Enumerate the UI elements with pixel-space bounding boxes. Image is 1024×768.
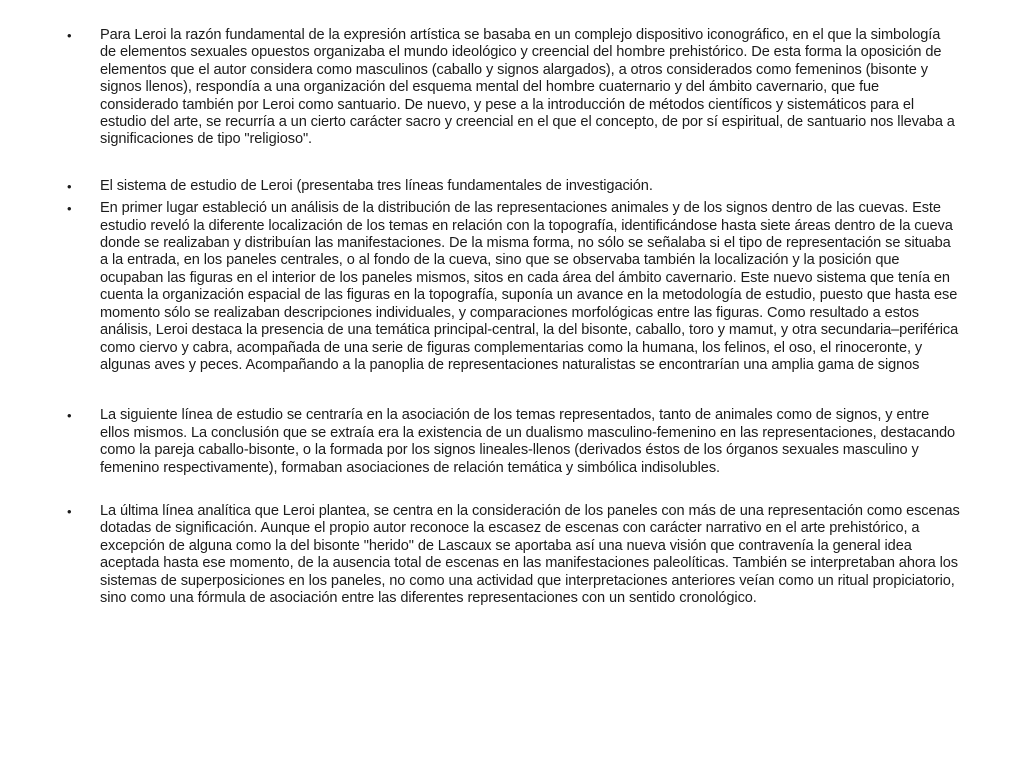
bullet-icon: • — [67, 178, 72, 194]
bullet-item-3 — [65, 200, 960, 374]
bullet-icon: • — [67, 201, 72, 217]
bullet-item-2 — [65, 178, 960, 195]
bullet-text: Para Leroi la razón fundamental de la expresión artística se basaba en un complejo dispositivo iconográfico, en el que la simbología de elementos sexuales opuestos organizaba el mundo ideológico y creencial del hombre prehistórico. De esta forma la oposición de elementos que el autor considera como masculinos (caballo y signos alargados), a otros considerados como femeninos (bisonte y signos llenos), respondía a una organización del esquema mental del hombre cuaternario y del ámbito cavernario, que fue considerado también por Leroi como santuario. De nuevo, y pese a la introducción de métodos científicos y sistemáticos para el estudio del arte, se recurría a un cierto carácter sacro y creencial en el que el concepto, de por sí espiritual, de santuario nos llevaba a significaciones de tipo "religioso". — [100, 27, 955, 148]
bullet-item-5 — [65, 503, 960, 607]
bullet-item-4 — [65, 407, 960, 477]
bullet-icon: • — [67, 503, 72, 519]
bullet-icon: • — [67, 28, 72, 43]
bullet-item-1 — [65, 27, 960, 149]
bullet-text: La última línea analítica que Leroi plantea, se centra en la consideración de los paneles con más de una representación como escenas dotadas de significación. Aunque el propio autor reconoce la escasez de escenas con carácter narrativo en el arte prehistórico, a excepción de alguna como la del bisonte "herido" de Lascaux se aportaba así una nueva visión que contravenía la general idea aceptada hasta ese momento, de la ausencia total de escenas en las manifestaciones paleolíticas. También se interpretaban ahora los sistemas de superposiciones en los paneles, no como una actividad que interpretaciones anteriores veían como un ritual propiciatorio, sino como una fórmula de asociación entre las diferentes representaciones con un sentido cronológico. — [100, 502, 960, 606]
bullet-icon: • — [67, 408, 72, 424]
bullet-text: La siguiente línea de estudio se centraría en la asociación de los temas representados, tanto de animales como de signos, y entre ellos mismos. La conclusión que se extraía era la existencia de un dualismo masculino-femenino en las representaciones, destacando como la pareja caballo-bisonte, o la formada por los signos lineales-llenos (derivados éstos de los órganos sexuales masculino y femenino respectivamente), formaban asociaciones de relación temática y simbólica indisolubles. — [100, 407, 956, 476]
bullet-text: En primer lugar estableció un análisis de la distribución de las representaciones animales y de los signos dentro de las cuevas. Este estudio reveló la diferente localización de los temas en relación con la topografía, identificándose hasta siete áreas dentro de la cueva donde se realizaban y distribuían las manifestaciones. De la misma forma, no sólo se señalaba si el tipo de representación se situaba a la entrada, en los paneles centrales, o al fondo de la cueva, sino que se observaba también la localización y la posición que ocupaban las figuras en el interior de los paneles mismos, sitos en cada área del ámbito cavernario. Este nuevo sistema que tenía en cuenta la organización espacial de las figuras en la topografía, suponía un avance en la metodología de estudio, puesto que hasta ese momento sólo se realizaban descripciones individuales, y comparaciones morfológicas entre las figuras. Como resultado a estos análisis, Leroi destaca la presencia de una temática principal-central, la del bisonte, caballo, toro y mamut, y otra secundaria–periférica como ciervo y cabra, acompañada de una serie de figuras complementarias como la humana, los felinos, el oso, el rinoceronte, y algunas aves y peces. Acompañando a la panoplia de representaciones naturalistas se encontrarían una amplia gama de signos — [100, 200, 959, 373]
bullet-text: El sistema de estudio de Leroi (presentaba tres líneas fundamentales de investigación. — [100, 177, 653, 194]
